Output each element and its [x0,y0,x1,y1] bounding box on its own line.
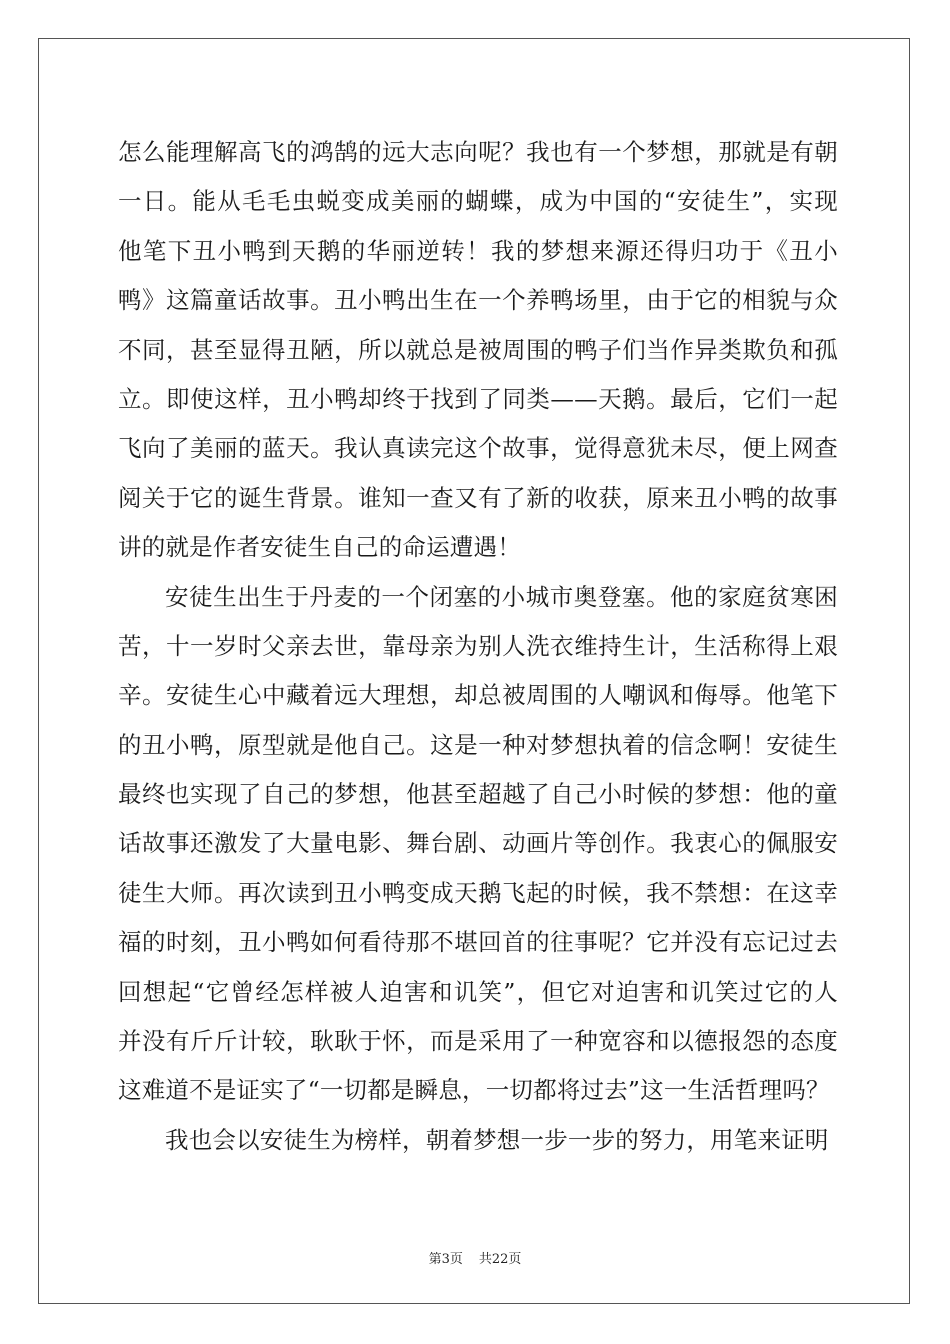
page-total: 共22页 [478,1252,522,1267]
text-line: 飞向了美丽的蓝天。我认真读完这个故事，觉得意犹未尽，便上网查 [118,434,838,463]
page-number: 第3页 [428,1252,463,1267]
text-line: 一日。能从毛毛虫蜕变成美丽的蝴蝶，成为中国的“安徒生”，实现 [118,187,838,216]
text-line: 苦，十一岁时父亲去世，靠母亲为别人洗衣维持生计，生活称得上艰 [118,631,838,660]
page-footer [0,1248,950,1267]
text-line: 最终也实现了自己的梦想，他甚至超越了自己小时候的梦想：他的童 [118,780,838,809]
text-line: 阅关于它的诞生背景。谁知一查又有了新的收获，原来丑小鸭的故事 [118,483,838,512]
paragraph-end-line: 这难道不是证实了“一切都是瞬息，一切都将过去”这一生活哲理吗？ [118,1076,830,1105]
text-line: 辛。安徒生心中藏着远大理想，却总被周围的人嘲讽和侮辱。他笔下 [118,681,838,710]
text-line: 回想起“它曾经怎样被人迫害和讥笑”，但它对迫害和讥笑过它的人 [118,977,838,1006]
text-line: 的丑小鸭，原型就是他自己。这是一种对梦想执着的信念啊！安徒生 [118,730,838,759]
text-line: 不同，甚至显得丑陋，所以就总是被周围的鸭子们当作异类欺负和孤 [118,335,838,364]
text-line: 徒生大师。再次读到丑小鸭变成天鹅飞起的时候，我不禁想：在这幸 [118,878,838,907]
text-line: 立。即使这样，丑小鸭却终于找到了同类——天鹅。最后，它们一起 [118,384,838,413]
text-line: 福的时刻，丑小鸭如何看待那不堪回首的往事呢？它并没有忘记过去 [118,928,838,957]
paragraph-start-line: 我也会以安徒生为榜样，朝着梦想一步一步的努力，用笔来证明 [165,1125,829,1154]
text-line: 他笔下丑小鸭到天鹅的华丽逆转！我的梦想来源还得归功于《丑小 [118,236,838,265]
text-line: 并没有斤斤计较，耿耿于怀，而是采用了一种宽容和以德报怨的态度 [118,1027,838,1056]
paragraph-end-line: 讲的就是作者安徒生自己的命运遭遇！ [118,533,521,562]
text-line: 鸭》这篇童话故事。丑小鸭出生在一个养鸭场里，由于它的相貌与众 [118,286,838,315]
text-line: 话故事还激发了大量电影、舞台剧、动画片等创作。我衷心的佩服安 [118,829,838,858]
body-text [118,128,838,1165]
text-line: 怎么能理解高飞的鸿鹄的远大志向呢？我也有一个梦想，那就是有朝 [118,138,838,166]
paragraph-start-line: 安徒生出生于丹麦的一个闭塞的小城市奥登塞。他的家庭贫寒困 [165,582,838,611]
